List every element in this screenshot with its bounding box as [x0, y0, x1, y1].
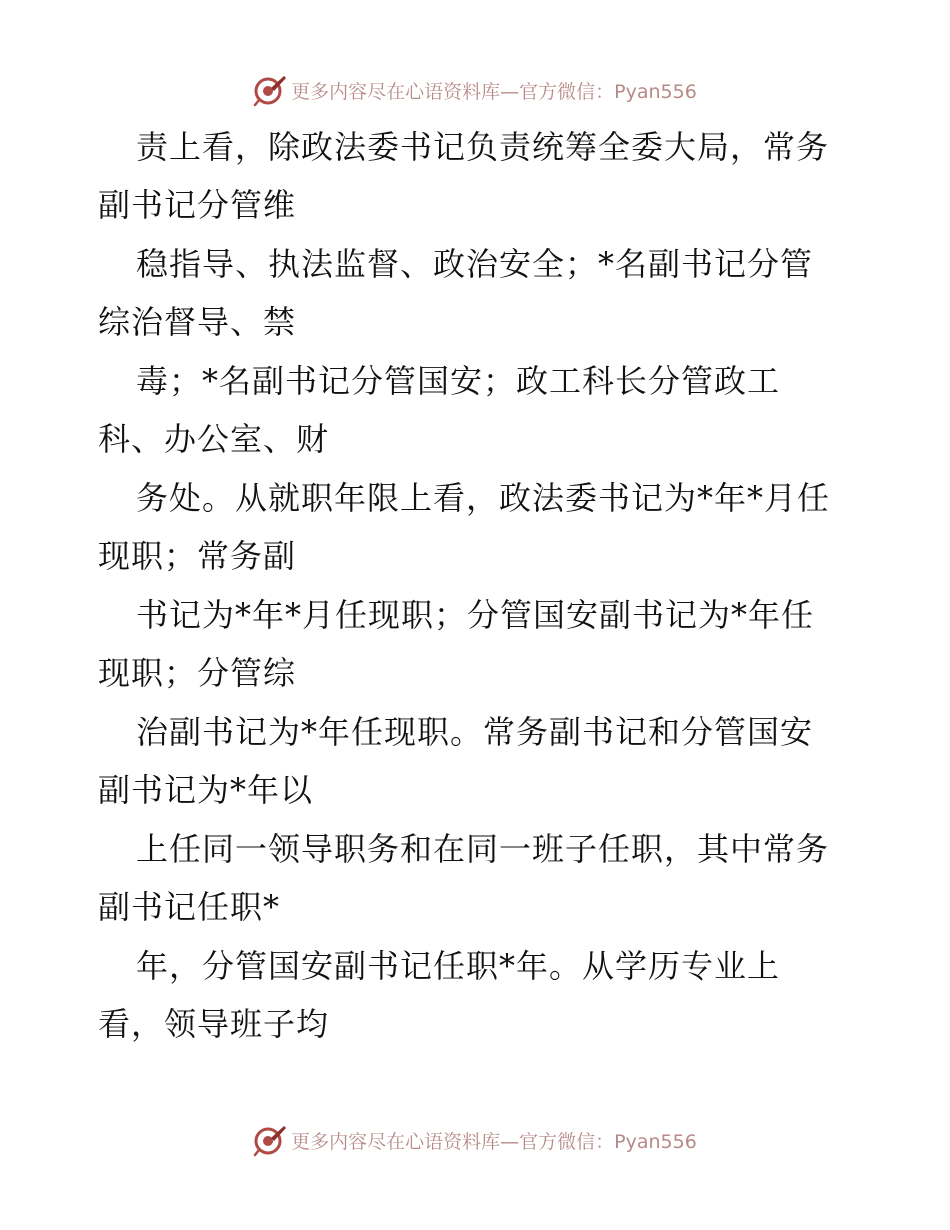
paragraph-line: 毒；*名副书记分管国安；政工科长分管政工	[136, 362, 781, 400]
paragraph-line: 科、办公室、财	[98, 420, 330, 458]
paragraph-line: 书记为*年*月任现职；分管国安副书记为*年任	[136, 596, 815, 634]
paragraph-line: 年，分管国安副书记任职*年。从学历专业上	[136, 947, 781, 985]
paragraph-line: 现职；常务副	[98, 537, 297, 575]
paragraph-line: 责上看，除政法委书记负责统筹全委大局，常务	[136, 128, 830, 166]
paragraph-line: 现职；分管综	[98, 654, 297, 692]
paragraph-line: 稳指导、执法监督、政治安全；*名副书记分管	[136, 245, 814, 283]
paragraph-line: 副书记任职*	[98, 888, 281, 926]
paragraph-line: 务处。从就职年限上看，政法委书记为*年*月任	[136, 479, 831, 517]
paragraph-line: 综治督导、禁	[98, 303, 297, 341]
watermark-text: 更多内容尽在心语资料库—官方微信：Pyan556	[291, 1130, 697, 1153]
paragraph-line: 上任同一领导职务和在同一班子任职，其中常务	[136, 830, 830, 868]
paragraph-line: 副书记为*年以	[98, 771, 314, 809]
footer-watermark	[0, 1120, 950, 1160]
paragraph-line: 看，领导班子均	[98, 1005, 330, 1043]
paragraph-line: 副书记分管维	[98, 186, 297, 224]
paragraph-line: 治副书记为*年任现职。常务副书记和分管国安	[136, 713, 814, 751]
pen-logo-icon	[253, 73, 287, 107]
pen-logo-icon	[253, 1123, 287, 1157]
header-watermark	[0, 70, 950, 110]
watermark-text: 更多内容尽在心语资料库—官方微信：Pyan556	[291, 80, 697, 103]
